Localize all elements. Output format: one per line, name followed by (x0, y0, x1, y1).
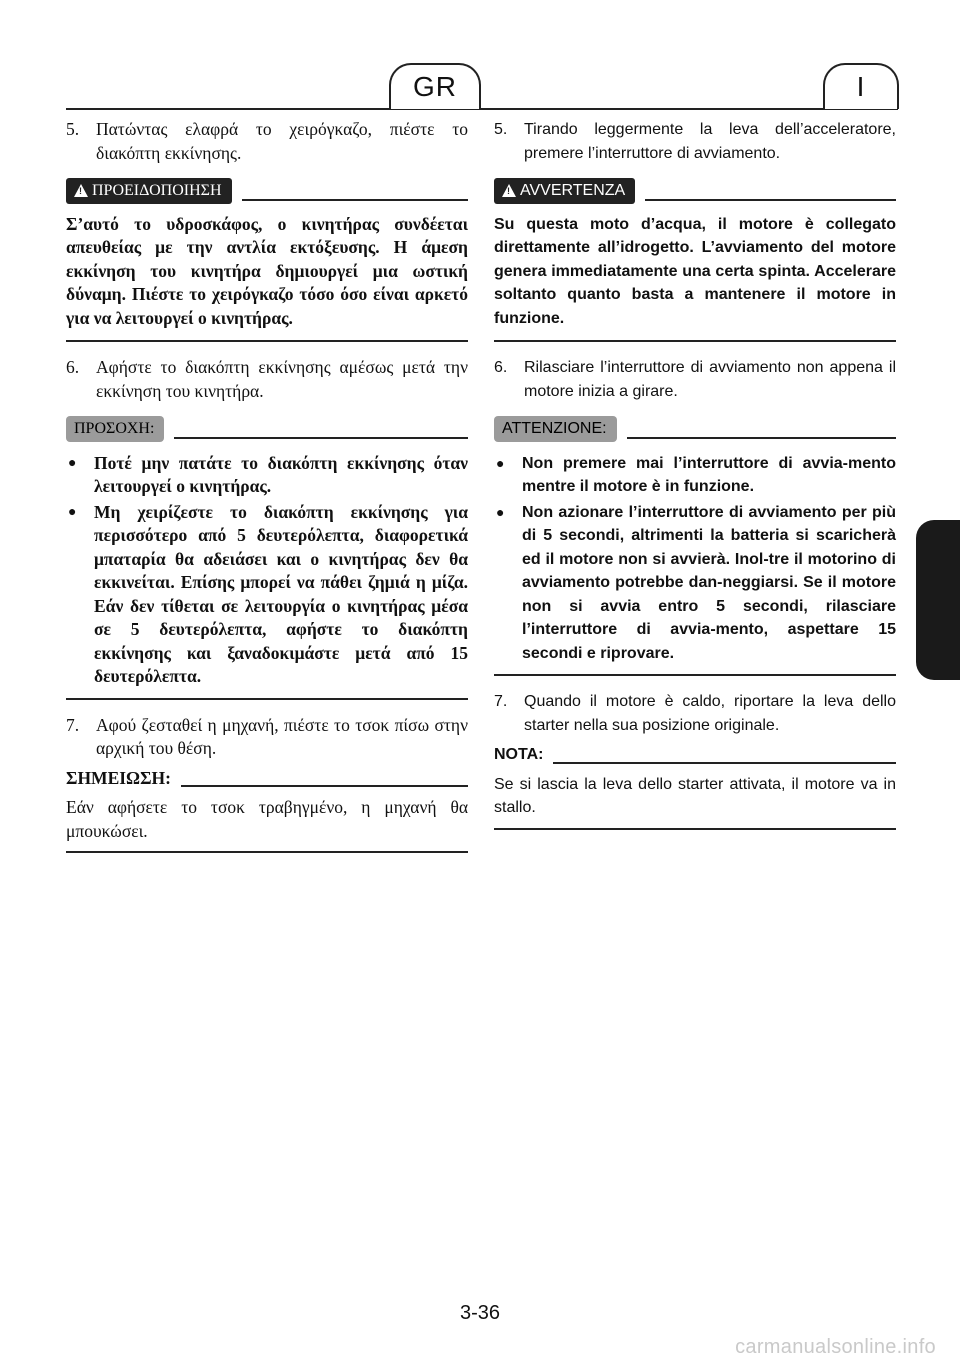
label-rule (553, 762, 896, 764)
step-6 (494, 356, 896, 403)
step-7 (494, 690, 896, 737)
step-text: Tirando leggermente la leva dell’acceleratore, premere l’interruttore di avviamento. (524, 121, 896, 162)
italian-column (494, 118, 896, 830)
warning-text: Su questa moto d’acqua, il motore è collegato direttamente all’idrogetto. L’avviamento del motore genera immediatamente una certa spinta. Accelerare soltanto quanto basta a mantenere il motore in funzione. (494, 215, 896, 327)
label-rule (242, 199, 468, 201)
step-text: Αφήστε το διακόπτη εκκίνησης αμέσως μετά την εκκίνηση του κινητήρα. (96, 357, 468, 401)
greek-column (66, 118, 468, 853)
list-item (66, 452, 468, 499)
bullet-text: Non azionare l’interruttore di avviamento per più di 5 secondi, altrimenti la batteria si scaricherà ed il motore non si avvierà. Inol-tre il motorino di avviamento potrebbe dan-neggiarsi. Se il motore non si avvia entro 5 secondi, rilasciare l’interruttore di avvia-mento, aspettare 15 secondi e riprovare. (522, 503, 896, 662)
caution-badge (494, 416, 617, 442)
note-text: Se si lascia la leva dello starter attivata, il motore va in stallo. (494, 775, 896, 816)
step-text: Πατώντας ελαφρά το χειρόγκαζο, πιέστε το διακόπτη εκκίνησης. (96, 119, 468, 163)
note-header (66, 767, 468, 791)
page-number: 3-36 (459, 1302, 501, 1324)
language-tab-i: I (823, 63, 899, 109)
note-text: Εάν αφήσετε το τσοκ τραβηγμένο, η μηχανή θα μπουκώσει. (66, 797, 468, 841)
warning-triangle-icon (74, 184, 88, 197)
step-number: 5. (66, 119, 80, 139)
chapter-thumb-tab (916, 520, 960, 680)
warning-text: Σ’αυτό το υδροσκάφος, ο κινητήρας συνδέεται απευθείας με την αντλία εκτόξευσης. Η άμεση εκκίνηση του κινητήρα δημιουργεί μια ωστική δύναμη. Πιέστε το χειρόγκαζο τόσο όσο είναι αρκετό για να λειτουργεί ο κινητήρας. (66, 213, 468, 328)
bullet-text: Non premere mai l’interruttore di avvia-mento mentre il motore è in funzione. (522, 454, 896, 495)
note-label: NOTA: (494, 746, 544, 763)
warning-badge (494, 178, 635, 204)
step-text: Αφού ζεσταθεί η μηχανή, πιέστε το τσοκ πίσω στην αρχική του θέση. (96, 714, 468, 758)
warning-triangle-icon (502, 184, 516, 197)
note-header (494, 743, 896, 767)
step-number: 7. (494, 693, 508, 710)
step-7 (66, 714, 468, 761)
caution-list (66, 452, 468, 689)
list-item (494, 501, 896, 666)
label-rule (181, 785, 468, 787)
header-rule (66, 108, 898, 110)
step-5 (494, 118, 896, 165)
bullet-icon: ● (68, 455, 77, 471)
section-rule (494, 828, 896, 830)
step-number: 6. (66, 357, 80, 377)
section-rule (66, 851, 468, 853)
list-item (66, 501, 468, 689)
watermark: carmanualsonline.info (735, 1336, 936, 1358)
step-6 (66, 356, 468, 403)
caution-header (494, 416, 896, 442)
warning-header (494, 178, 896, 204)
note-label: ΣΗΜΕΙΩΣΗ: (66, 767, 171, 788)
warning-label: ΠΡΟΕΙΔΟΠΟΙΗΣΗ (92, 182, 222, 199)
label-rule (627, 437, 896, 439)
section-rule (494, 340, 896, 342)
language-tab-gr: GR (389, 63, 481, 109)
step-number: 7. (66, 714, 80, 735)
bullet-icon: ● (496, 503, 505, 520)
step-5 (66, 118, 468, 165)
caution-label: ΠΡΟΣΟΧΗ: (74, 420, 155, 437)
bullet-text: Μη χειρίζεστε το διακόπτη εκκίνησης για περισσότερο από 5 δευτερόλεπτα, διαφορετικά μπαταρία θα αδειάσει και ο κινητήρας δεν θα εκκινείται. Επίσης μπορεί να πάθει ζημιά η μίζα. Εάν δεν τίθεται σε λειτουργία ο κινητήρας μέσα σε 5 δευτερόλεπτα, αφήστε το διακόπτη εκκίνησης και ξαναδοκιμάστε μετά από 15 δευτερόλεπτα. (94, 501, 468, 686)
section-rule (494, 674, 896, 676)
section-rule (66, 340, 468, 342)
section-rule (66, 698, 468, 700)
warning-header (66, 178, 468, 204)
step-number: 5. (494, 121, 508, 138)
step-text: Rilasciare l’interruttore di avviamento non appena il motore inizia a girare. (524, 359, 896, 400)
caution-badge (66, 416, 164, 442)
step-text: Quando il motore è caldo, riportare la leva dello starter nella sua posizione originale. (524, 693, 896, 734)
label-rule (645, 199, 896, 201)
warning-badge (66, 178, 232, 204)
caution-label: ATTENZIONE: (502, 420, 607, 437)
caution-list (494, 452, 896, 666)
bullet-icon: ● (68, 504, 77, 520)
warning-label: AVVERTENZA (520, 182, 626, 199)
list-item (494, 452, 896, 499)
caution-header (66, 416, 468, 442)
label-rule (174, 437, 468, 439)
bullet-text: Ποτέ μην πατάτε το διακόπτη εκκίνησης όταν λειτουργεί ο κινητήρας. (94, 452, 468, 496)
bullet-icon: ● (496, 454, 505, 471)
step-number: 6. (494, 359, 508, 376)
